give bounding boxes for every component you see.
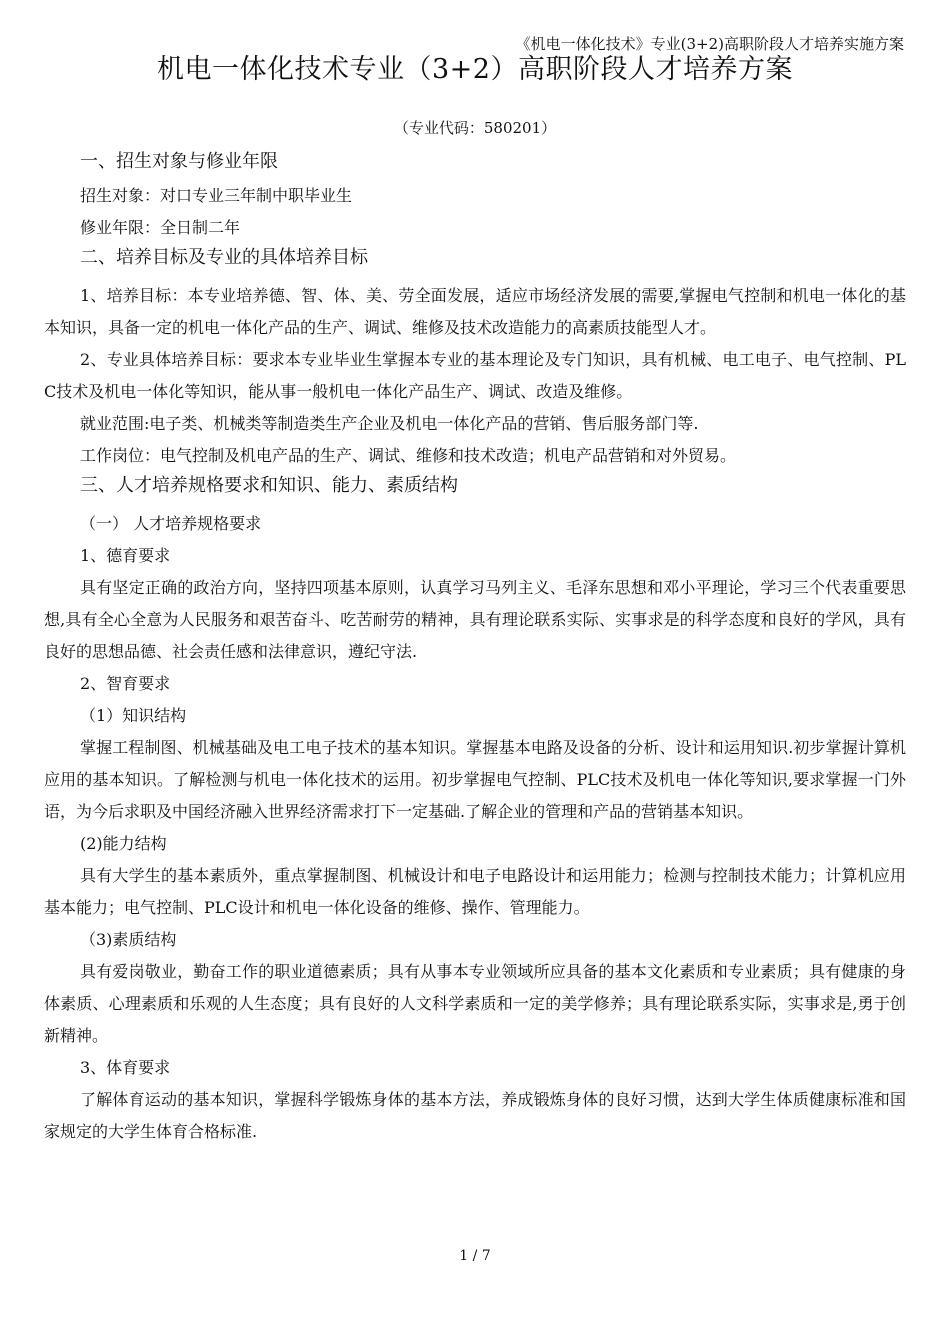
moral-heading: 1、德育要求 — [80, 546, 171, 565]
subsection-heading-specs: （一） 人才培养规格要求 — [80, 514, 262, 533]
job-positions: 工作岗位：电气控制及机电产品的生产、调试、维修和技术改造；机电产品营销和对外贸易。 — [80, 446, 737, 465]
knowledge-heading: （1）知识结构 — [80, 706, 187, 725]
page-number: 1 / 7 — [459, 1248, 491, 1264]
knowledge-paragraph: 掌握工程制图、机械基础及电工电子技术的基本知识。掌握基本电路及设备的分析、设计和运用知识.初步掌握计算机应用的基本知识。了解检测与机电一体化技术的运用。初步掌握电气控制、PLC技术及机电一体化等知识,要求掌握一门外语，为今后求职及中国经济融入世界经济需求打下一定基础.了解企业的管理和产品的营销基本知识。 — [44, 738, 906, 821]
section-heading-specifications: 三、人才培养规格要求和知识、能力、素质结构 — [80, 475, 458, 496]
document-title: 机电一体化技术专业（3+2）高职阶段人才培养方案 — [157, 54, 793, 85]
goal-paragraph-1: 1、培养目标：本专业培养德、智、体、美、劳全面发展，适应市场经济发展的需要,掌握电气控制和机电一体化的基本知识，具备一定的机电一体化产品的生产、调试、维修及技术改造能力的高素质技能型人才。 — [44, 286, 906, 337]
major-code: （专业代码：580201） — [393, 119, 557, 137]
employment-scope: 就业范围:电子类、机械类等制造类生产企业及机电一体化产品的营销、售后服务部门等. — [80, 414, 699, 433]
quality-heading: （3)素质结构 — [80, 930, 177, 949]
quality-paragraph: 具有爱岗敬业，勤奋工作的职业道德素质；具有从事本专业领域所应具备的基本文化素质和专业素质；具有健康的身体素质、心理素质和乐观的人生态度；具有良好的人文科学素质和一定的美学修养；具有理论联系实际，实事求是,勇于创新精神。 — [44, 962, 906, 1045]
enrollment-target: 招生对象：对口专业三年制中职毕业生 — [80, 186, 353, 205]
ability-paragraph: 具有大学生的基本素质外，重点掌握制图、机械设计和电子电路设计和运用能力；检测与控制技术能力；计算机应用基本能力；电气控制、PLC设计和机电一体化设备的维修、操作、管理能力。 — [44, 866, 906, 917]
pe-heading: 3、体育要求 — [80, 1058, 171, 1077]
document-body — [44, 148, 906, 1148]
moral-paragraph: 具有坚定正确的政治方向，坚持四项基本原则，认真学习马列主义、毛泽东思想和邓小平理论，学习三个代表重要思想,具有全心全意为人民服务和艰苦奋斗、吃苦耐劳的精神，具有理论联系实际、实事求是的科学态度和良好的学风，具有良好的思想品德、社会责任感和法律意识，遵纪守法. — [44, 578, 906, 661]
pe-paragraph: 了解体育运动的基本知识，掌握科学锻炼身体的基本方法，养成锻炼身体的良好习惯，达到大学生体质健康标准和国家规定的大学生体育合格标准. — [44, 1090, 906, 1141]
section-heading-goals: 二、培养目标及专业的具体培养目标 — [80, 247, 368, 268]
running-header: 《机电一体化技术》专业(3+2)高职阶段人才培养实施方案 — [515, 35, 904, 53]
study-duration: 修业年限：全日制二年 — [80, 218, 241, 237]
goal-paragraph-2: 2、专业具体培养目标：要求本专业毕业生掌握本专业的基本理论及专门知识，具有机械、电工电子、电气控制、PLC技术及机电一体化等知识，能从事一般机电一体化产品生产、调试、改造及维修。 — [44, 350, 906, 401]
intellect-heading: 2、智育要求 — [80, 674, 171, 693]
ability-heading: (2)能力结构 — [80, 834, 167, 853]
section-heading-enrollment: 一、招生对象与修业年限 — [80, 151, 278, 172]
